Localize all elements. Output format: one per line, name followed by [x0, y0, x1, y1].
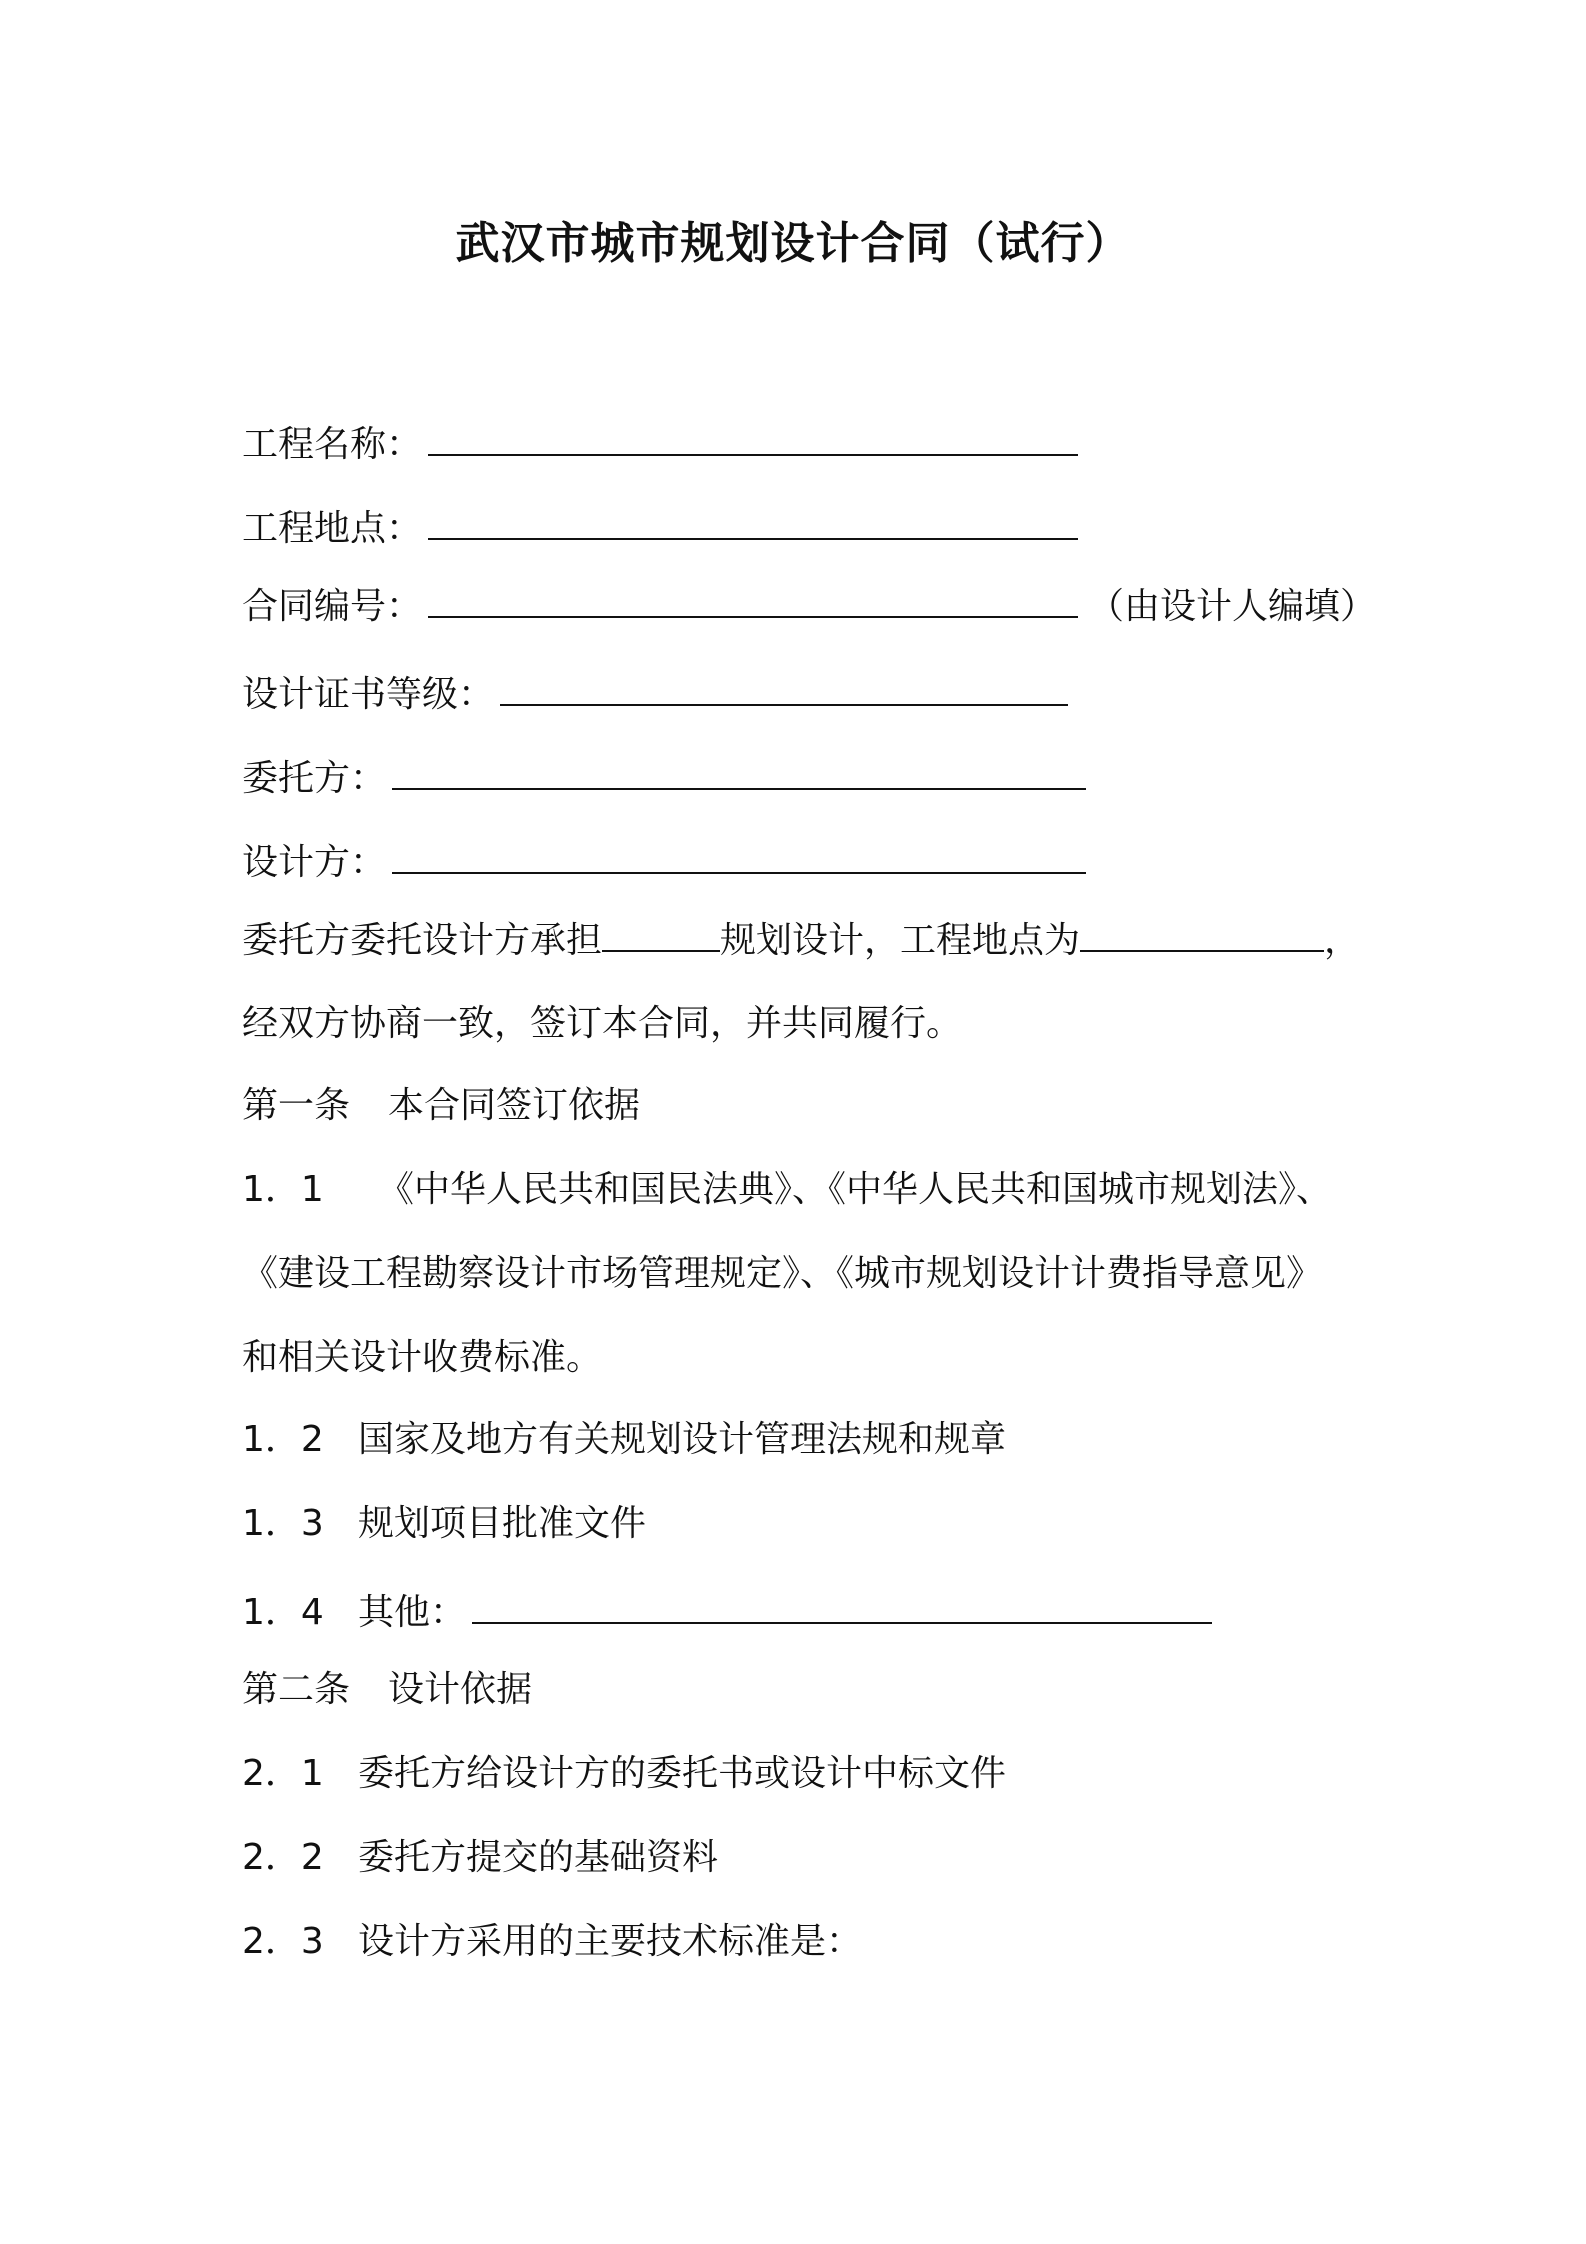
intro-line-2: 经双方协商一致，签订本合同，并共同履行。	[242, 1003, 963, 1044]
client-row	[242, 752, 1086, 803]
clause-number: 2．1	[242, 1753, 324, 1794]
clause-text: 规划项目批准文件	[358, 1503, 647, 1544]
designer-row	[242, 836, 1086, 887]
intro-part-1: 委托方委托设计方承担	[242, 920, 603, 961]
other-basis-blank[interactable]	[472, 1586, 1212, 1624]
clause-1-1-end	[242, 1334, 602, 1382]
clause-number: 2．3	[242, 1921, 324, 1962]
clause-2-3	[242, 1918, 862, 1966]
clause-number: 1．2	[242, 1419, 324, 1460]
clause-2-1	[242, 1750, 1006, 1798]
document-title: 武汉市城市规划设计合同（试行）	[455, 218, 1131, 269]
project-location-label: 工程地点：	[242, 508, 423, 549]
clause-text: 委托方给设计方的委托书或设计中标文件	[358, 1753, 1007, 1794]
client-label: 委托方：	[242, 758, 387, 799]
clause-text: 《建设工程勘察设计市场管理规定》、《城市规划设计计费指导意见》	[242, 1253, 1323, 1294]
clause-1-1-continued	[242, 1250, 1322, 1298]
project-name-label: 工程名称：	[242, 424, 423, 465]
clause-number: 1．3	[242, 1503, 324, 1544]
article-1-heading	[242, 1082, 640, 1130]
article-2-title: 设计依据	[388, 1669, 533, 1710]
clause-text: 其他：	[358, 1592, 467, 1633]
cert-level-blank[interactable]	[500, 668, 1068, 706]
clause-1-3	[242, 1500, 646, 1548]
contract-no-row	[242, 580, 1376, 631]
intro-project-blank[interactable]	[602, 914, 720, 952]
project-location-blank[interactable]	[428, 502, 1078, 540]
designer-blank[interactable]	[392, 836, 1086, 874]
project-name-blank[interactable]	[428, 418, 1078, 456]
intro-part-2: 规划设计，工程地点为	[720, 920, 1081, 961]
client-blank[interactable]	[392, 752, 1086, 790]
article-1-title: 本合同签订依据	[388, 1085, 641, 1126]
clause-text: 国家及地方有关规划设计管理法规和规章	[358, 1419, 1007, 1460]
article-1-number: 第一条	[242, 1085, 351, 1126]
clause-text: 《中华人民共和国民法典》、《中华人民共和国城市规划法》、	[378, 1169, 1333, 1210]
designer-label: 设计方：	[242, 842, 387, 883]
clause-text: 和相关设计收费标准。	[242, 1337, 603, 1378]
article-2-number: 第二条	[242, 1669, 351, 1710]
cert-level-label: 设计证书等级：	[242, 674, 495, 715]
clause-1-2	[242, 1416, 1006, 1464]
intro-part-3: ，	[1324, 920, 1361, 961]
contract-no-label: 合同编号：	[242, 586, 423, 627]
clause-1-1	[242, 1166, 1332, 1214]
contract-no-note: （由设计人编填）	[1088, 586, 1377, 627]
clause-number: 1．1	[242, 1169, 324, 1210]
clause-2-2	[242, 1834, 718, 1882]
clause-1-4	[242, 1586, 1212, 1637]
cert-level-row	[242, 668, 1068, 719]
project-name-row	[242, 418, 1078, 469]
intro-location-blank[interactable]	[1080, 914, 1324, 952]
project-location-row	[242, 502, 1078, 553]
article-2-heading	[242, 1666, 532, 1714]
clause-number: 1．4	[242, 1592, 324, 1633]
clause-text: 设计方采用的主要技术标准是：	[358, 1921, 863, 1962]
intro-line-1	[242, 914, 1360, 965]
clause-number: 2．2	[242, 1837, 324, 1878]
clause-text: 委托方提交的基础资料	[358, 1837, 719, 1878]
contract-no-blank[interactable]	[428, 580, 1078, 618]
